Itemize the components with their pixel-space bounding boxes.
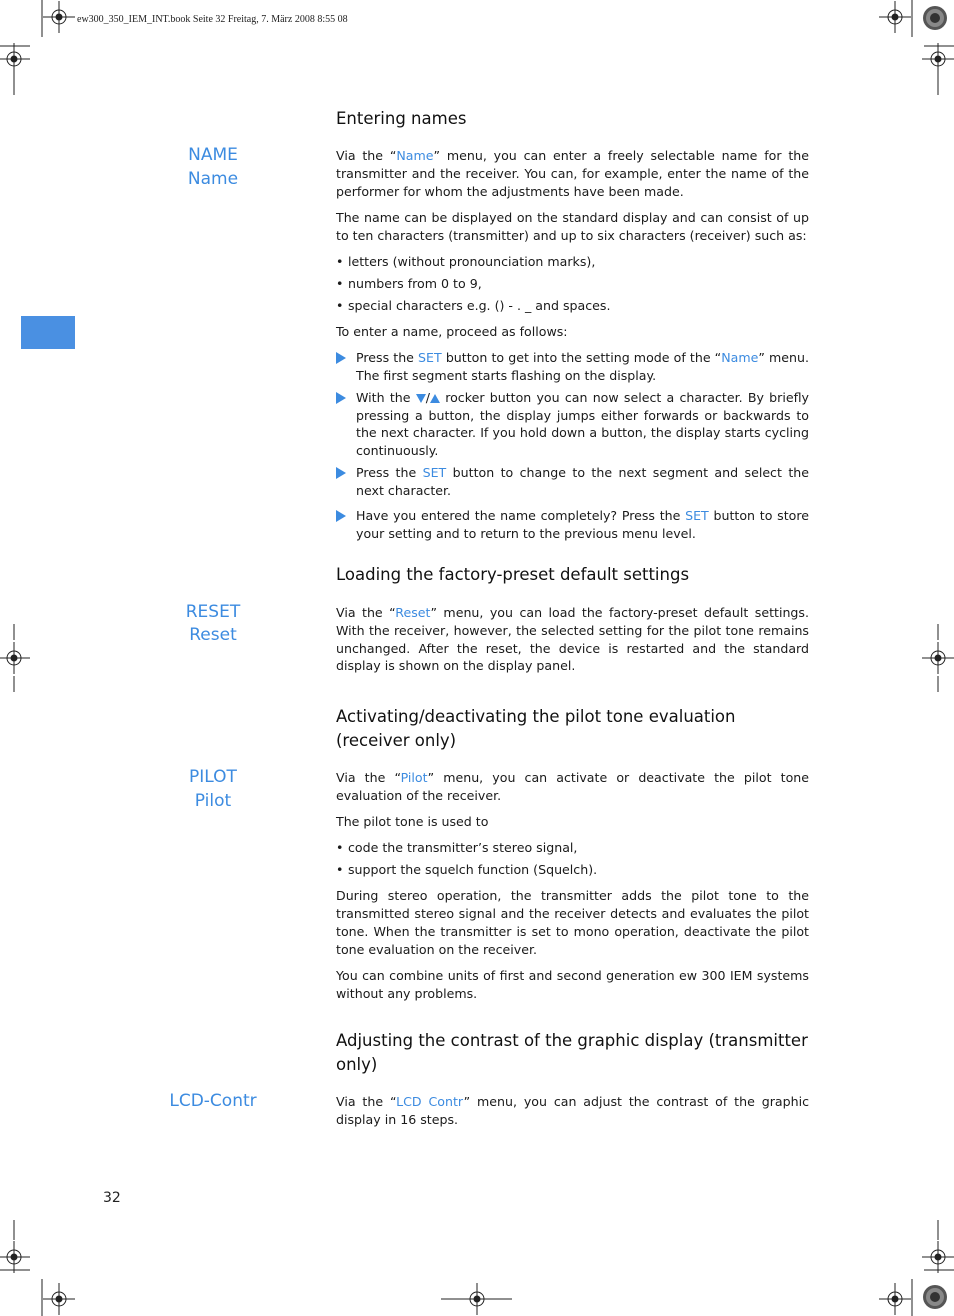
- label-lcd: LCD-Contr: [169, 1091, 257, 1111]
- down-triangle-icon: [416, 394, 426, 403]
- arrow-icon: [336, 467, 346, 479]
- reset-body: [336, 604, 809, 684]
- names-body: [336, 147, 809, 547]
- list-item: • special characters e.g. () - . _ and spaces.: [336, 297, 809, 315]
- heading-lcd: Adjusting the contrast of the graphic display (transmitter only): [336, 1031, 808, 1074]
- names-proceed: To enter a name, proceed as follows:: [336, 323, 568, 339]
- label-pilot-upper: PILOT: [189, 767, 237, 787]
- step-3: Press the SET button to change to the next segment and select the next character.: [336, 464, 809, 500]
- names-capacity: The name can be displayed on the standard display and can consist of up to ten characters (transmitter) and up to six characters (receiver) such as:: [336, 209, 809, 243]
- step-2: With the / rocker button you can now select a character. By briefly pressing a button, the display jumps either forwards or backwards to the next character. If you hold down a button, the display starts cycling continuously.: [336, 389, 809, 460]
- page-number: 32: [103, 1190, 121, 1206]
- pilot-compat: You can combine units of first and second generation ew 300 IEM systems without any problems.: [336, 967, 809, 1001]
- step-1: Press the SET button to get into the setting mode of the “Name” menu. The first segment starts flashing on the display.: [336, 349, 809, 385]
- pilot-stereo: During stereo operation, the transmitter adds the pilot tone to the transmitted stereo signal and the receiver detects and evaluates the pilot tone. When the transmitter is set to mono operation, deactivate the pilot tone evaluation on the receiver.: [336, 888, 809, 957]
- heading-entering-names: Entering names: [336, 109, 467, 128]
- print-header: ew300_350_IEM_INT.book Seite 32 Freitag, 7. März 2008 8:55 08: [77, 14, 348, 25]
- list-item: • support the squelch function (Squelch).: [336, 861, 809, 879]
- list-item: • numbers from 0 to 9,: [336, 275, 809, 293]
- arrow-icon: [336, 352, 346, 364]
- label-name-upper: NAME: [188, 145, 238, 165]
- label-reset-upper: RESET: [185, 602, 241, 622]
- pilot-used-to: The pilot tone is used to: [336, 814, 489, 830]
- arrow-icon: [336, 510, 346, 522]
- list-item: • letters (without pronounciation marks),: [336, 253, 809, 271]
- label-name-lower: Name: [187, 169, 239, 189]
- heading-pilot: Activating/deactivating the pilot tone evaluation (receiver only): [336, 707, 736, 750]
- lcd-text: Via the “LCD Contr” menu, you can adjust the contrast of the graphic display in 16 steps.: [336, 1094, 810, 1127]
- label-pilot-lower: Pilot: [194, 791, 232, 811]
- up-triangle-icon: [430, 394, 440, 403]
- names-intro: Via the “Name” menu, you can enter a freely selectable name for the transmitter and the receiver. You can, for example, enter the name of the performer for whom the adjustments have been made.: [336, 148, 809, 199]
- reset-text: Via the “Reset” menu, you can load the factory-preset default settings. With the receiver, however, the selected setting for the pilot tone remains unchanged. After the reset, the device is restarted and the standard display is shown on the display panel.: [336, 605, 809, 674]
- list-item: • code the transmitter’s stereo signal,: [336, 839, 809, 857]
- heading-reset: Loading the factory-preset default settings: [336, 565, 690, 584]
- label-reset-lower: Reset: [189, 625, 237, 645]
- arrow-icon: [336, 392, 346, 404]
- pilot-intro: Via the “Pilot” menu, you can activate or deactivate the pilot tone evaluation of the receiver.: [336, 770, 810, 803]
- pilot-body: [336, 769, 809, 1011]
- lcd-body: [336, 1093, 809, 1137]
- step-4: Have you entered the name completely? Press the SET button to store your setting and to return to the previous menu level.: [336, 507, 809, 543]
